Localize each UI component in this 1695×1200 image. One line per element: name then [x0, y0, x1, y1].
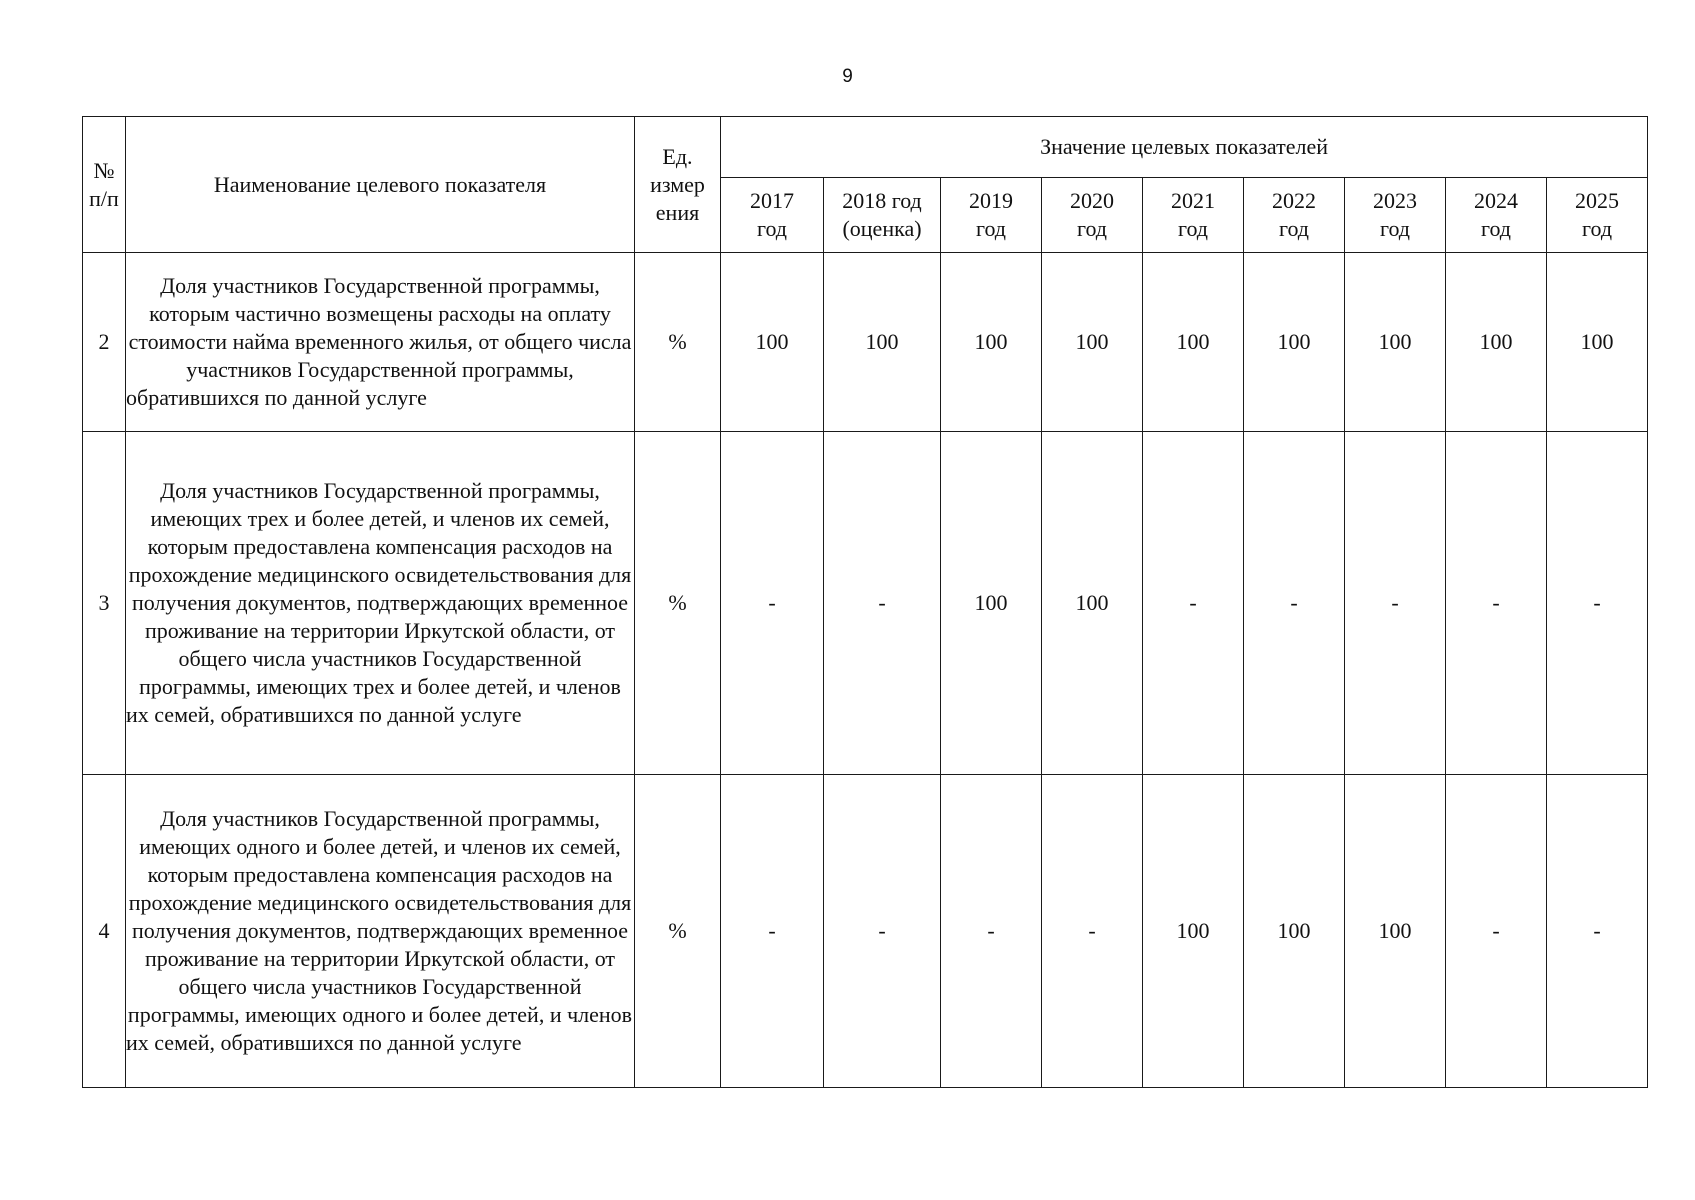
year-line1: 2017: [750, 188, 794, 213]
value-cell: 100: [1143, 775, 1244, 1088]
value-cell: -: [1446, 432, 1547, 775]
value-cell: -: [1244, 432, 1345, 775]
header-row-group: [83, 117, 1648, 178]
year-line2: год: [1278, 216, 1310, 241]
value-cell: -: [1143, 432, 1244, 775]
year-line2: год: [975, 216, 1007, 241]
header-unit: [635, 117, 721, 253]
header-year: [721, 178, 824, 253]
unit-cell: %: [635, 253, 721, 432]
row-number: 4: [83, 775, 126, 1088]
value-cell: -: [941, 775, 1042, 1088]
year-line2: год: [1379, 216, 1411, 241]
unit-cell: %: [635, 775, 721, 1088]
year-line1: 2023: [1373, 188, 1417, 213]
table-row: [83, 775, 1648, 1088]
year-line2: (оценка): [842, 216, 922, 241]
header-name: [126, 117, 635, 253]
row-number: 2: [83, 253, 126, 432]
target-indicators-table: [82, 116, 1648, 1088]
year-line1: 2020: [1070, 188, 1114, 213]
header-year: [1547, 178, 1648, 253]
value-cell: 100: [941, 253, 1042, 432]
year-line1: 2019: [969, 188, 1013, 213]
value-cell: 100: [1244, 253, 1345, 432]
indicator-name: Доля участников Государственной программы, имеющих одного и более детей, и членов их семей, которым предоставлена компенсация расходов на прохождение медицинского освидетельствования для получения документов, подтверждающих временное проживание на территории Иркутской области, от общего числа участников Государственной программы, имеющих одного и более детей, и членов их семей, обратившихся по данной услуге: [126, 775, 635, 1088]
value-cell: -: [824, 432, 941, 775]
value-cell: 100: [1244, 775, 1345, 1088]
value-cell: 100: [1345, 775, 1446, 1088]
row-number: 3: [83, 432, 126, 775]
header-year: [1345, 178, 1446, 253]
header-unit-label: Ед. измер ения: [650, 143, 705, 225]
value-cell: 100: [1446, 253, 1547, 432]
header-name-label: Наименование целевого показателя: [213, 171, 547, 197]
year-line1: 2018 год: [842, 188, 922, 213]
value-cell: 100: [1345, 253, 1446, 432]
header-num: [83, 117, 126, 253]
header-year: [1446, 178, 1547, 253]
header-year: [1042, 178, 1143, 253]
indicator-name: Доля участников Государственной программы, имеющих трех и более детей, и членов их семей, которым предоставлена компенсация расходов на прохождение медицинского освидетельствования для получения документов, подтверждающих временное проживание на территории Иркутской области, от общего числа участников Государственной программы, имеющих трех и более детей, и членов их семей, обратившихся по данной услуге: [126, 432, 635, 775]
header-values-group-label: Значение целевых показателей: [1040, 134, 1329, 159]
year-line1: 2022: [1272, 188, 1316, 213]
page-number: 9: [842, 66, 853, 87]
year-line1: 2024: [1474, 188, 1518, 213]
unit-cell: %: [635, 432, 721, 775]
year-line2: год: [1177, 216, 1209, 241]
year-line2: год: [1480, 216, 1512, 241]
table-row: [83, 432, 1648, 775]
indicator-name: Доля участников Государственной программы, которым частично возмещены расходы на оплату стоимости найма временного жилья, от общего числа участников Государственной программы, обратившихся по данной услуге: [126, 253, 635, 432]
value-cell: 100: [1042, 432, 1143, 775]
value-cell: 100: [941, 432, 1042, 775]
value-cell: -: [1547, 432, 1648, 775]
value-cell: 100: [1042, 253, 1143, 432]
value-cell: -: [824, 775, 941, 1088]
table-row: [83, 253, 1648, 432]
value-cell: -: [721, 432, 824, 775]
header-year: [941, 178, 1042, 253]
header-year: [1143, 178, 1244, 253]
header-year: [824, 178, 941, 253]
value-cell: -: [1446, 775, 1547, 1088]
header-values-group: [721, 117, 1648, 178]
year-line2: год: [756, 216, 788, 241]
year-line2: год: [1582, 216, 1613, 241]
value-cell: -: [1042, 775, 1143, 1088]
value-cell: -: [1547, 775, 1648, 1088]
value-cell: 100: [1547, 253, 1648, 432]
year-line1: 2021: [1171, 188, 1215, 213]
value-cell: -: [721, 775, 824, 1088]
header-num-label: № п/п: [89, 157, 119, 211]
value-cell: 100: [1143, 253, 1244, 432]
value-cell: 100: [721, 253, 824, 432]
value-cell: 100: [824, 253, 941, 432]
header-year: [1244, 178, 1345, 253]
value-cell: -: [1345, 432, 1446, 775]
year-line2: год: [1076, 216, 1108, 241]
year-line1: 2025: [1575, 188, 1620, 213]
